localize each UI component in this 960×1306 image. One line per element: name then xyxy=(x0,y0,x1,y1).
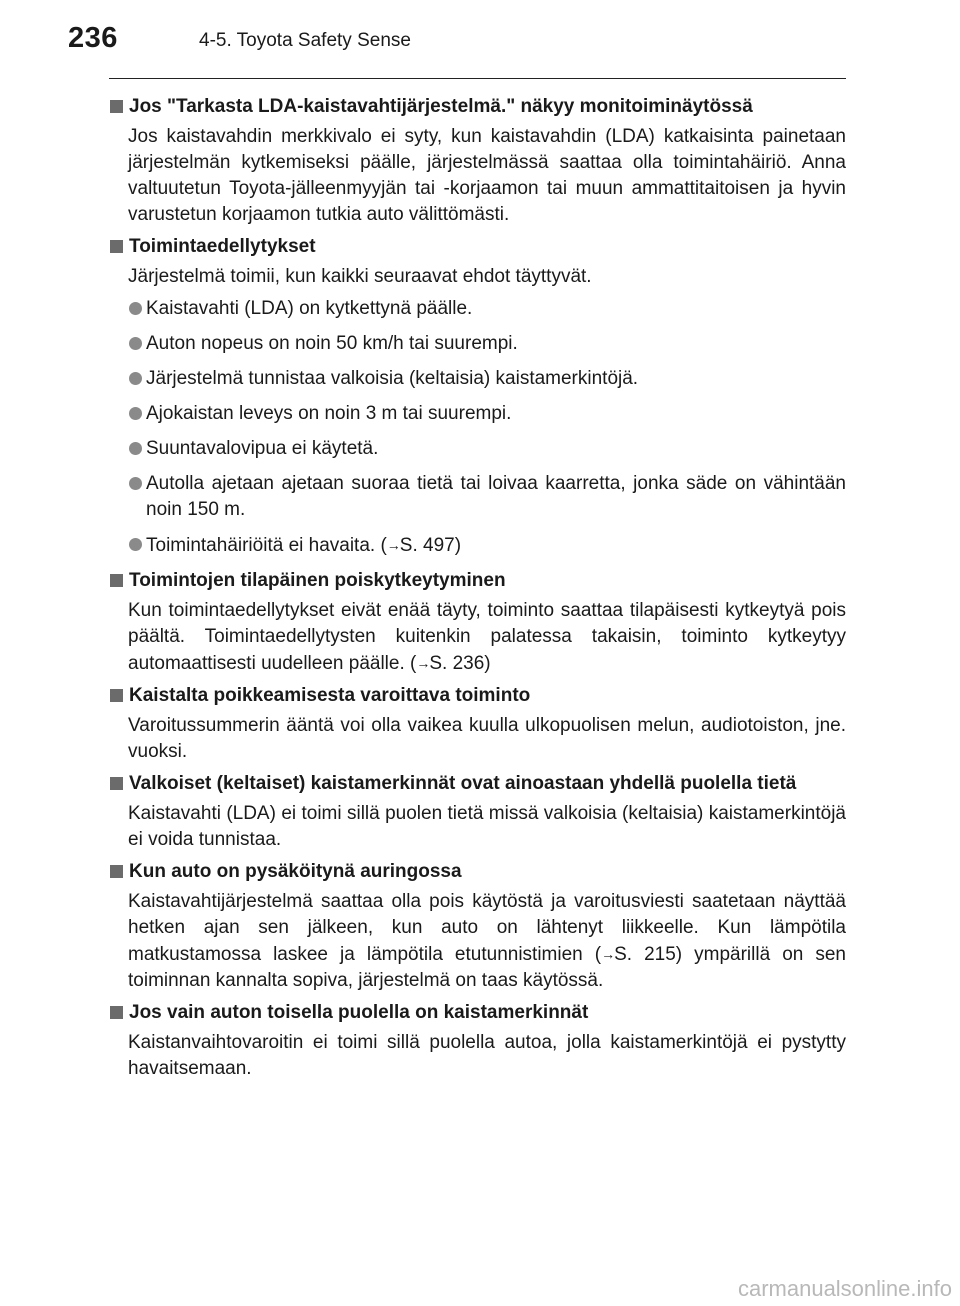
page-reference: S. 215) ympärillä on sen toiminnan kannalta sopiva, järjestelmä on taas käytössä. xyxy=(128,944,846,991)
section-title: Jos "Tarkasta LDA-kaistavahtijärjestelmä." näkyy monitoiminäytössä xyxy=(129,96,753,117)
list-item: Autolla ajetaan ajetaan suoraa tietä tai loivaa kaarretta, jonka säde on vähintään noin 150 m. xyxy=(109,471,846,523)
list-item: Auton nopeus on noin 50 km/h tai suurempi. xyxy=(109,331,846,357)
circle-bullet-icon xyxy=(129,477,142,490)
section-body: Kaistavahtijärjestelmä saattaa olla pois käytöstä ja varoitusviesti saatetaan näyttää hetken ajan sen jälkeen, kun auto on lähtenyt liikkeelle. Kun lämpötila matkustamossa laskee ja lämpötila etutunnistimien (→S. 215) ympärillä on sen toiminnan kannalta sopiva, järjestelmä on taas käytössä. xyxy=(128,891,846,991)
square-bullet-icon xyxy=(110,689,123,702)
section-lane-departure-warning xyxy=(109,683,846,765)
section-body: Kun toimintaedellytykset eivät enää täyty, toiminto saattaa tilapäisesti kytkeytyä pois päältä. Toimintaedellytysten kuitenkin palatessa takaisin, toiminto kytkeytyy automaattisesti uudelleen päälle. (→S. 236) xyxy=(128,600,846,674)
header-rule xyxy=(109,78,846,79)
section-title: Valkoiset (keltaiset) kaistamerkinnät ovat ainoastaan yhdellä puolella tietä xyxy=(129,773,797,794)
square-bullet-icon xyxy=(110,865,123,878)
section-title: Toimintaedellytykset xyxy=(129,236,316,257)
section-body: Varoitussummerin ääntä voi olla vaikea kuulla ulkopuolisen melun, audiotoiston, jne. vuoksi. xyxy=(128,715,846,762)
circle-bullet-icon xyxy=(129,372,142,385)
section-one-side-markings xyxy=(109,771,846,853)
list-item: Toimintahäiriöitä ei havaita. (→S. 497) xyxy=(109,532,846,559)
arrow-icon: → xyxy=(386,537,400,553)
section-body: Kaistanvaihtovaroitin ei toimi sillä puolella autoa, jolla kaistamerkintöjä ei pystytty havaitsemaan. xyxy=(128,1032,846,1079)
square-bullet-icon xyxy=(110,777,123,790)
arrow-icon: → xyxy=(416,655,430,671)
chapter-title: 4-5. Toyota Safety Sense xyxy=(199,30,411,51)
section-body: Kaistavahti (LDA) ei toimi sillä puolen tietä missä valkoisia (keltaisia) kaistamerkintöjä ei voida tunnistaa. xyxy=(128,803,846,850)
square-bullet-icon xyxy=(110,1006,123,1019)
section-temporary-cancel xyxy=(109,568,846,677)
page-number: 236 xyxy=(68,22,118,54)
section-title: Toimintojen tilapäinen poiskytkeytyminen xyxy=(129,570,506,591)
square-bullet-icon xyxy=(110,100,123,113)
circle-bullet-icon xyxy=(129,538,142,551)
section-intro: Järjestelmä toimii, kun kaikki seuraavat ehdot täyttyvät. xyxy=(128,266,592,287)
section-markings-one-side xyxy=(109,1000,846,1082)
page-reference[interactable]: S. 497) xyxy=(399,535,462,556)
list-item: Suuntavalovipua ei käytetä. xyxy=(109,436,846,462)
circle-bullet-icon xyxy=(129,302,142,315)
watermark: carmanualsonline.info xyxy=(737,1276,952,1301)
page-content xyxy=(109,94,846,1088)
section-operating-conditions xyxy=(109,234,846,559)
circle-bullet-icon xyxy=(129,407,142,420)
section-lda-check xyxy=(109,94,846,228)
list-item: Ajokaistan leveys on noin 3 m tai suurempi. xyxy=(109,401,846,427)
section-title: Kaistalta poikkeamisesta varoittava toiminto xyxy=(129,685,531,706)
circle-bullet-icon xyxy=(129,442,142,455)
section-parked-in-sun xyxy=(109,859,846,994)
list-item: Järjestelmä tunnistaa valkoisia (keltaisia) kaistamerkintöjä. xyxy=(109,366,846,392)
square-bullet-icon xyxy=(110,574,123,587)
arrow-icon: → xyxy=(601,946,615,962)
circle-bullet-icon xyxy=(129,337,142,350)
section-title: Kun auto on pysäköitynä auringossa xyxy=(129,861,462,882)
list-item: Kaistavahti (LDA) on kytkettynä päälle. xyxy=(109,296,846,322)
section-body: Jos kaistavahdin merkkivalo ei syty, kun kaistavahdin (LDA) katkaisinta painetaan järjestelmän kytkemiseksi päälle, järjestelmässä saattaa olla toimintahäiriö. Anna valtuutetun Toyota-jälleenmyyjän tai -korjaamon tai muun ammattitaitoisen ja hyvin varustetun korjaamon tutkia auto välittömästi. xyxy=(128,126,846,225)
square-bullet-icon xyxy=(110,240,123,253)
section-title: Jos vain auton toisella puolella on kaistamerkinnät xyxy=(129,1002,589,1023)
page-reference[interactable]: S. 236) xyxy=(429,653,491,674)
